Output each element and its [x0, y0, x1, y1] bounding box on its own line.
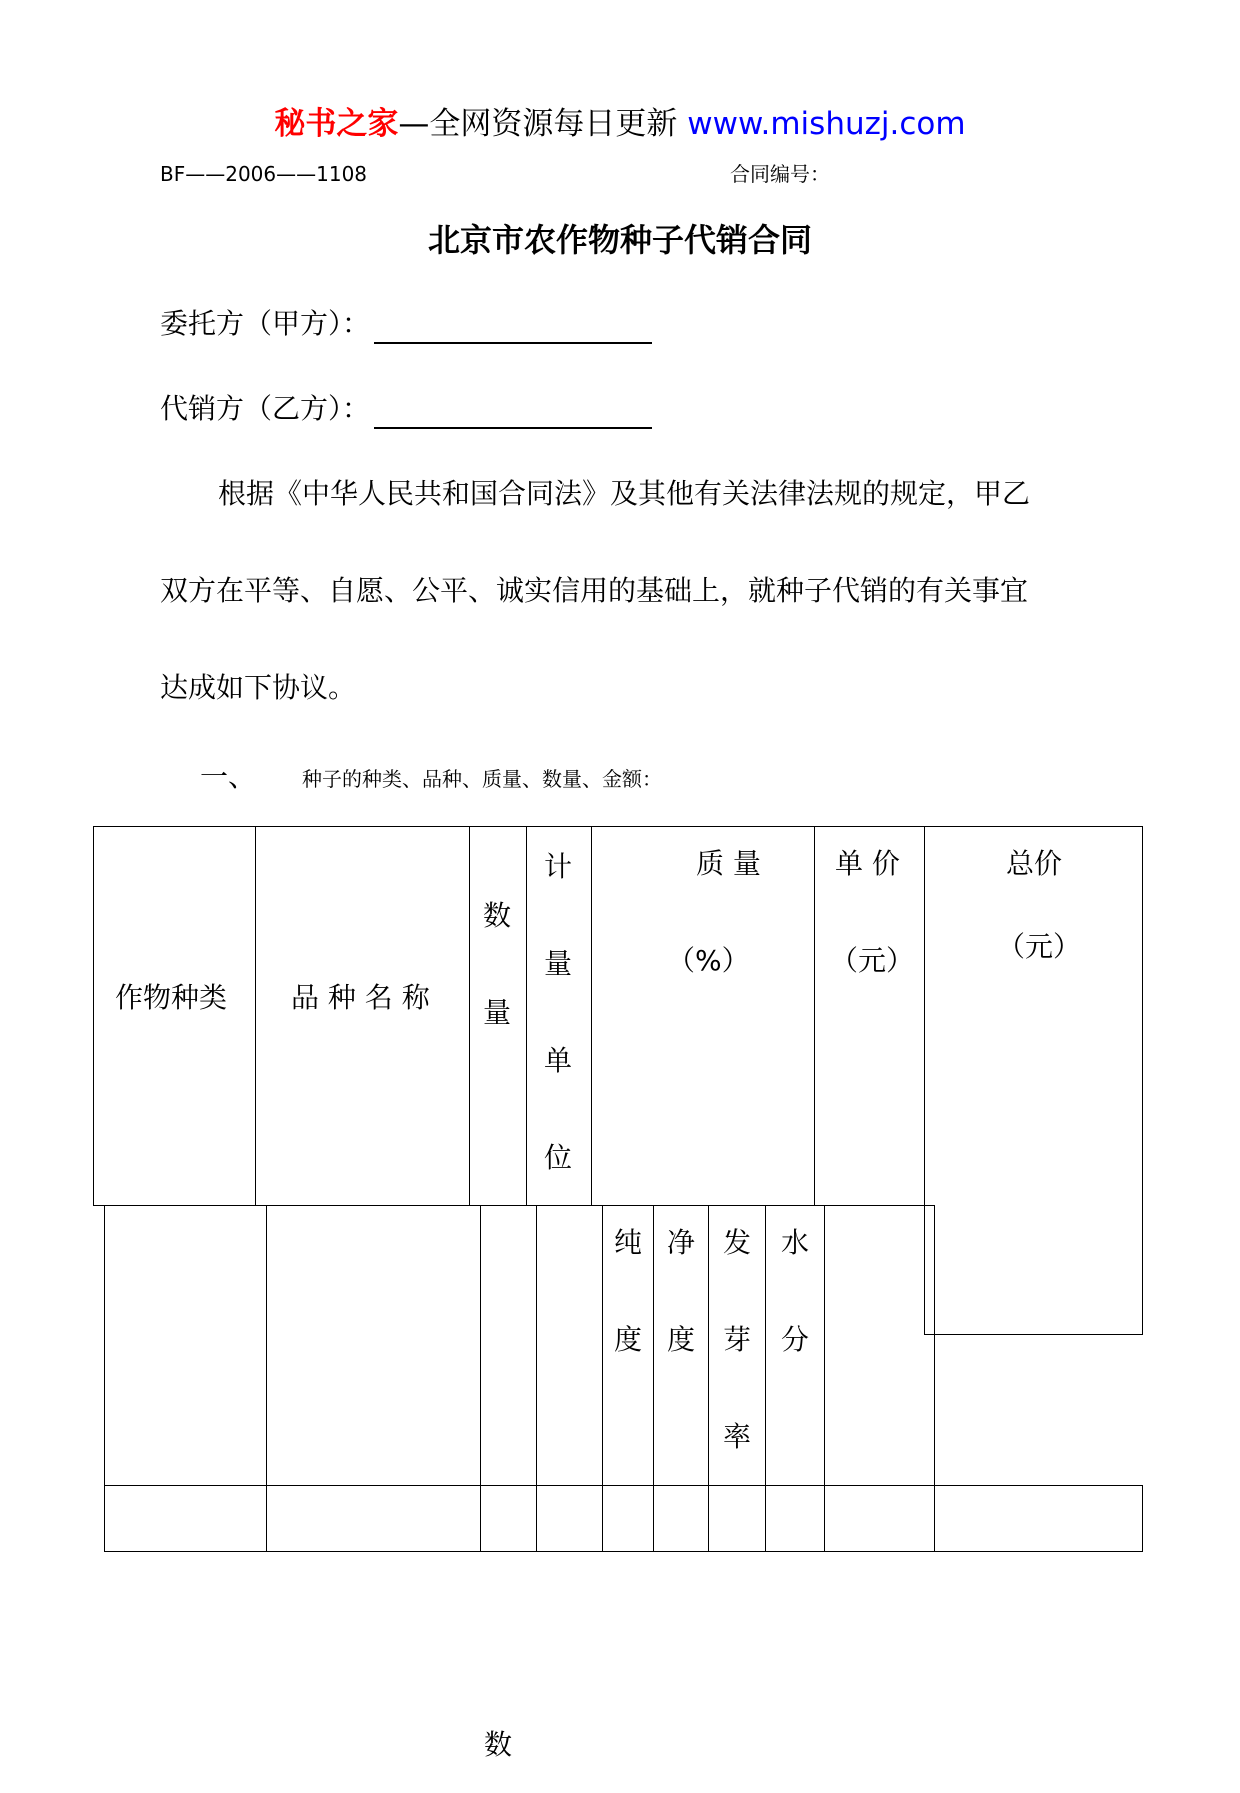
header-quality-label: 质 量: [696, 847, 761, 880]
sub-header-purity-char-1: 纯: [613, 1226, 642, 1259]
sub-row-variety-cell: [266, 1205, 481, 1486]
header-crop-type: [93, 826, 256, 1206]
section-1-text: 种子的种类、品种、质量、数量、金额：: [302, 767, 663, 791]
sub-header-cleanliness-char-2: 度: [666, 1323, 695, 1356]
party-a-label: 委托方（甲方）：: [160, 307, 371, 340]
header-quantity-char-2: 量: [482, 996, 511, 1029]
sub-row-crop-cell: [104, 1205, 267, 1486]
sub-header-moisture-char-1: 水: [780, 1226, 809, 1259]
header-unit-char-4: 位: [543, 1141, 572, 1174]
header-unit-char-2: 量: [543, 947, 572, 980]
header-total-price-unit: （元）: [997, 930, 1082, 963]
party-a-blank[interactable]: [374, 312, 652, 344]
header-quantity-char-1: 数: [483, 1728, 512, 1761]
sub-header-purity-char-2: 度: [613, 1323, 642, 1356]
paragraph-line-1: 根据《中华人民共和国合同法》及其他有关法律法规的规定，甲乙: [218, 477, 1031, 510]
data-cell-quantity[interactable]: [480, 1485, 537, 1552]
data-cell-germination[interactable]: [708, 1485, 766, 1552]
header-crop-type-label: 作物种类: [115, 981, 228, 1014]
header-quality: [591, 826, 815, 1206]
header-unit-char-3: 单: [543, 1044, 572, 1077]
header-unit-price-unit: （元）: [830, 944, 915, 977]
data-cell-variety[interactable]: [266, 1485, 481, 1552]
header-unit-char-1: 计: [543, 850, 572, 883]
data-cell-moisture[interactable]: [765, 1485, 825, 1552]
sub-row-unit-price-cell: [824, 1205, 935, 1486]
sub-header-moisture-char-2: 分: [780, 1323, 809, 1356]
sub-header-cleanliness-char-1: 净: [666, 1226, 695, 1259]
sub-header-germination-char-2: 芽: [722, 1323, 751, 1356]
data-cell-purity[interactable]: [602, 1485, 654, 1552]
data-cell-crop[interactable]: [104, 1485, 267, 1552]
party-b-blank[interactable]: [374, 397, 652, 429]
document-code: BF——2006——1108: [160, 162, 368, 186]
banner-text: —全网资源每日更新: [398, 106, 688, 142]
section-1-number: 一、: [200, 760, 257, 793]
header-variety: [255, 826, 470, 1206]
sub-header-germination-char-3: 率: [722, 1420, 751, 1453]
data-cell-total-price[interactable]: [934, 1485, 1143, 1552]
section-1-heading: [200, 760, 662, 797]
header-variety-label: 品 种 名 称: [291, 981, 430, 1014]
site-banner: [0, 100, 1240, 148]
paragraph-line-2: 双方在平等、自愿、公平、诚实信用的基础上，就种子代销的有关事宜: [160, 574, 1029, 607]
header-unit-price: [814, 826, 925, 1206]
data-cell-unit[interactable]: [536, 1485, 603, 1552]
data-cell-cleanliness[interactable]: [653, 1485, 709, 1552]
sub-header-germination-char-1: 发: [722, 1226, 751, 1259]
header-total-price: [924, 826, 1143, 1335]
party-b-row: [160, 389, 652, 429]
document-title: 北京市农作物种子代销合同: [427, 221, 812, 259]
header-unit-price-label: 单 价: [835, 847, 900, 880]
banner-url[interactable]: www.mishuzj.com: [687, 106, 966, 142]
sub-row-quantity-cell: [480, 1205, 537, 1486]
header-quality-unit: （%）: [667, 944, 750, 977]
data-cell-unit-price[interactable]: [824, 1485, 935, 1552]
sub-row-unit-cell: [536, 1205, 603, 1486]
party-b-label: 代销方（乙方）：: [160, 392, 371, 425]
party-a-row: [160, 304, 652, 344]
header-quantity-char-1: 数: [482, 899, 511, 932]
paragraph-line-3: 达成如下协议。: [160, 671, 357, 704]
contract-number-label: 合同编号：: [730, 162, 830, 186]
header-total-price-label: 总价: [1006, 847, 1063, 880]
banner-brand: 秘书之家: [274, 106, 399, 142]
